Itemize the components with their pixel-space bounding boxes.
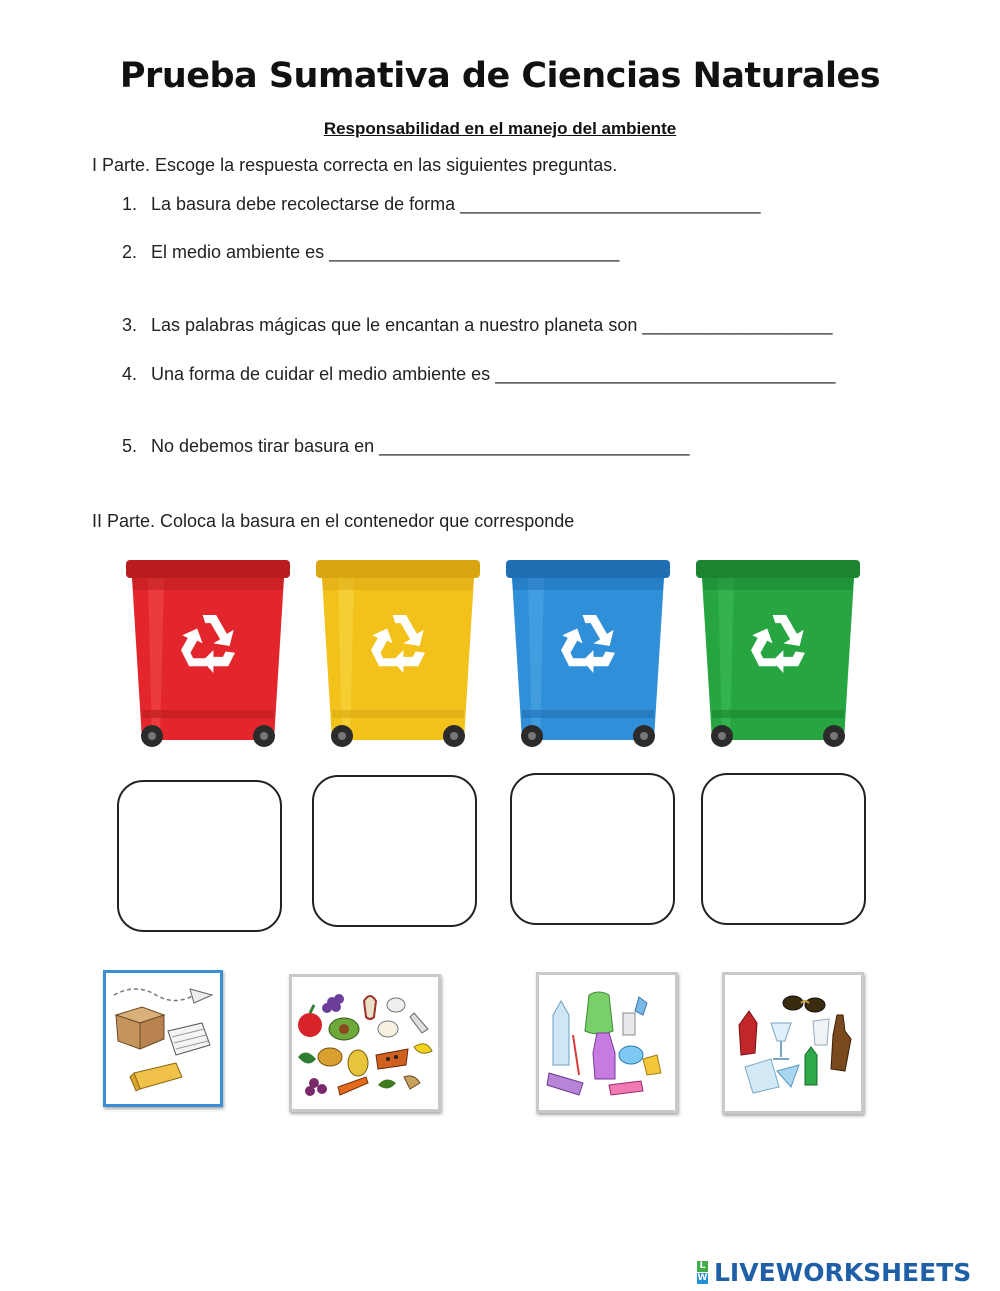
question-number: 3. [122,315,138,335]
question-4 [122,364,836,385]
part1-heading: I Parte. Escoge la respuesta correcta en las siguientes preguntas. [92,155,618,175]
liveworksheets-logo [697,1256,971,1288]
drop-box-red[interactable] [117,780,282,932]
question-number: 4. [122,364,138,384]
logo-letter-l: L [697,1261,708,1272]
question-number: 2. [122,242,138,262]
logo-letter-w: W [697,1272,708,1283]
question-text: Las palabras mágicas que le encantan a nuestro planeta son [151,315,643,335]
drop-box-green[interactable] [701,773,866,925]
question-2 [122,242,619,263]
paper-waste-card[interactable] [103,970,223,1107]
plastic-bottles-icon [539,975,675,1110]
question-3 [122,315,833,336]
recycle-bin-green [696,560,860,747]
glass-waste-card[interactable] [722,972,864,1114]
recycle-bins-image [118,550,898,755]
recycle-bin-red [126,560,290,747]
answer-blank-1[interactable]: ______________________________ [460,194,761,214]
organic-food-icon [292,977,438,1109]
question-number: 1. [122,194,138,214]
logo-mark [697,1261,708,1284]
question-5 [122,436,689,457]
answer-blank-5[interactable]: _______________________________ [379,436,690,456]
recycle-bin-yellow [316,560,480,747]
drop-box-blue[interactable] [510,773,675,925]
question-number: 5. [122,436,138,456]
recycle-bin-blue [506,560,670,747]
drop-box-yellow[interactable] [312,775,477,927]
question-text: No debemos tirar basura en [151,436,380,456]
answer-blank-3[interactable]: ___________________ [642,315,833,335]
paper-cardboard-icon [106,973,220,1104]
part2-heading: II Parte. Coloca la basura en el contenedor que corresponde [92,511,575,531]
question-text: El medio ambiente es [151,242,330,262]
organic-waste-card[interactable] [289,974,441,1112]
page-title: Prueba Sumativa de Ciencias Naturales [119,56,881,96]
question-1 [122,194,761,215]
answer-blank-4[interactable]: __________________________________ [495,364,836,384]
answer-blank-2[interactable]: _____________________________ [329,242,620,262]
question-text: La basura debe recolectarse de forma [151,194,461,214]
glass-bottles-icon [725,975,861,1111]
question-text: Una forma de cuidar el medio ambiente es [151,364,496,384]
plastic-waste-card[interactable] [536,972,678,1113]
logo-text: LIVEWORKSHEETS [714,1257,972,1287]
page-subtitle: Responsabilidad en el manejo del ambiente [323,119,677,138]
